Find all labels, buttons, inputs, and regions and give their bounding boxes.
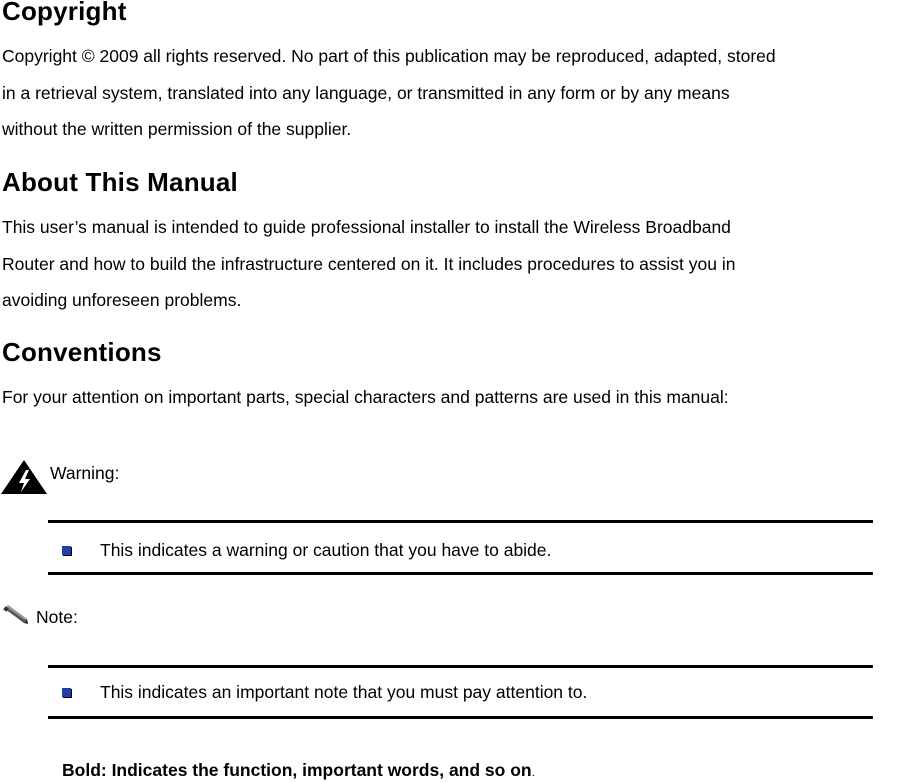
note-label: Note: — [36, 607, 78, 627]
about-line-3: avoiding unforeseen problems. — [2, 290, 242, 310]
copyright-line-2: in a retrieval system, translated into any language, or transmitted in any form or by any means — [2, 83, 730, 103]
note-rule-top — [48, 665, 873, 668]
copyright-heading: Copyright — [2, 0, 127, 26]
warning-icon — [0, 459, 48, 495]
about-line-2: Router and how to build the infrastructure centered on it. It includes procedures to assist you in — [2, 254, 736, 274]
bold-convention-period: . — [531, 765, 535, 779]
conventions-intro: For your attention on important parts, special characters and patterns are used in this manual: — [2, 387, 729, 407]
bold-convention-text: Bold: Indicates the function, important words, and so on — [62, 760, 532, 780]
bullet-icon — [60, 684, 76, 700]
bullet-icon — [60, 542, 76, 558]
about-heading: About This Manual — [2, 167, 238, 197]
warning-rule-bottom — [48, 572, 873, 575]
warning-item-text: This indicates a warning or caution that you have to abide. — [100, 540, 552, 560]
note-item-text: This indicates an important note that you must pay attention to. — [100, 682, 588, 702]
about-line-1: This user’s manual is intended to guide professional installer to install the Wireless Broadband — [2, 217, 731, 237]
pencil-icon — [3, 603, 29, 625]
warning-rule-top — [48, 520, 873, 523]
warning-label: Warning: — [50, 463, 120, 483]
bold-convention-line — [62, 760, 535, 782]
note-rule-bottom — [48, 716, 873, 719]
conventions-heading: Conventions — [2, 337, 162, 367]
copyright-line-1: Copyright © 2009 all rights reserved. No part of this publication may be reproduced, adapted, stored — [2, 46, 776, 66]
copyright-line-3: without the written permission of the supplier. — [2, 119, 352, 139]
